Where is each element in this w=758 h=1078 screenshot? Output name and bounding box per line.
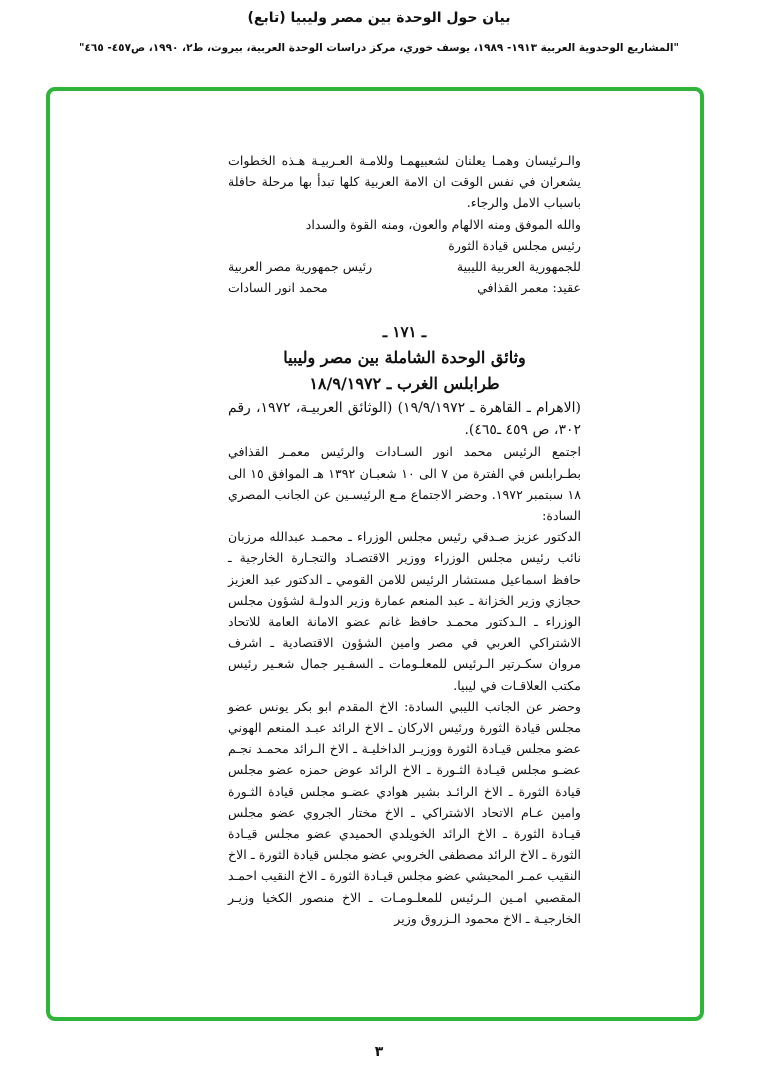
paragraph-blessing: والله الموفق ومنه الالهام والعون، ومنه القوة والسداد (305, 216, 581, 232)
document-body (228, 150, 581, 929)
document-title: وثائق الوحدة الشاملة بين مصر وليبيا (283, 348, 526, 368)
document-subtitle: طرابلس الغرب ـ ١٨/٩/١٩٧٢ (309, 374, 500, 394)
document-reference: (الاهرام ـ القاهرة ـ ١٩/٩/١٩٧٢) (الوثائق العربيـة، ١٩٧٢، رقم ٣٠٢، ص ٤٥٩ ـ٤٦٥). (228, 400, 582, 439)
page-number: ٣ (374, 1044, 384, 1060)
signature-right-name: محمد انور السادات (228, 280, 328, 296)
page-header-title: (تابع) بيان حول الوحدة بين مصر وليبيا (247, 10, 511, 26)
paragraph-meeting: اجتمع الرئيس محمد انور السـادات والرئيس معمـر القذافي بطـرابلس في الفترة من ٧ الى ١٠ شعبـان ١٣٩٢ هـ الموافق ١٥ الى ١٨ سبتمبر ١٩٧٢. وحضر الاجتماع مـع الرئيسـين عن الجانب المصري السادة: (228, 444, 581, 524)
signature-names-row (228, 277, 581, 298)
paragraph-libyan-side: وحضر عن الجانب الليبي السادة: الاخ المقدم ابو بكر يونس عضو مجلس قيادة الثورة ورئيس الاركان ـ الاخ الرائد عبـد المنعم الهوني عضو مجلس قيـادة الثورة ووزيـر الداخليـة ـ الاخ الـرائد محمـد نجـم عضـو مجلس قيـادة الثـورة ـ الاخ الرائد عوض حمزه عضو مجلس قيادة الثورة ـ الاخ الرائـد بشير هوادي عضـو مجلس قيادة الثـورة وامين عـام الاتحاد الاشتراكي ـ الاخ مختار الجروي عضو مجلس قيـادة الثورة ـ الاخ الرائد الخويلدي الحميدي عضو مجلس قيـادة الثورة ـ الاخ الرائد مصطفى الخروبي عضو مجلس قيادة الثورة ـ الاخ النقيب عمـر المحيشي عضو مجلس قيـادة الثورة ـ الاخ النقيب احمـد المقصبي امـين الـرئيس للمعلـومـات ـ الاخ منصور الكخيا وزيـر الخارجيـة ـ الاخ محمود الـزروق وزير (228, 698, 581, 926)
paragraph-closing: والـرئيسان وهمـا يعلنان لشعبيهمـا وللامـة العـربيـة هـذه الخطوات يشعران في نفس الوقت ان الامة العربية كلها تبدأ بها مرحلة حافلة باسباب الامل والرجاء. (228, 153, 581, 211)
signature-left-role: رئيس مجلس قيادة الثورة (448, 237, 581, 253)
paragraph-egyptian-side: الدكتور عزيز صـدقي رئيس مجلس الوزراء ـ محمـد عبدالله مرزبان نائب رئيس مجلس الوزراء ووزير الاقتصـاد والتجـارة الخارجية ـ حافظ اسماعيل مستشار الرئيس للامن القومي ـ الدكتور عبد العزيز حجازي وزير الخزانة ـ عبد المنعم عمارة وزير الدولـة لشؤون مجلس الوزراء ـ الـدكتور محمـد حافظ غانم عضو الامانة العامة للاتحاد الاشتراكي العربي في مصر وامين الشؤون الاقتصادية ـ اشرف مروان سكـرتير الـرئيس للمعلـومات ـ السفـير جمال شعـير رئيس مكتب العلاقـات في ليبيا. (228, 529, 581, 693)
signature-countries-row (228, 256, 581, 277)
signature-left-name: عقيد: معمر القذافي (477, 280, 581, 296)
signature-left-country: للجمهورية العربية الليبية (456, 259, 581, 275)
document-number: ـ ١٧١ ـ (382, 323, 427, 342)
signature-right-role: رئيس جمهورية مصر العربية (228, 259, 373, 275)
page-header-source: "المشاريع الوحدوية العربية ١٩١٣- ١٩٨٩، يوسف خوري، مركز دراسات الوحدة العربية، بيروت، ط٢، ١٩٩٠، ص٤٥٧- ٤٦٥" (79, 42, 679, 54)
